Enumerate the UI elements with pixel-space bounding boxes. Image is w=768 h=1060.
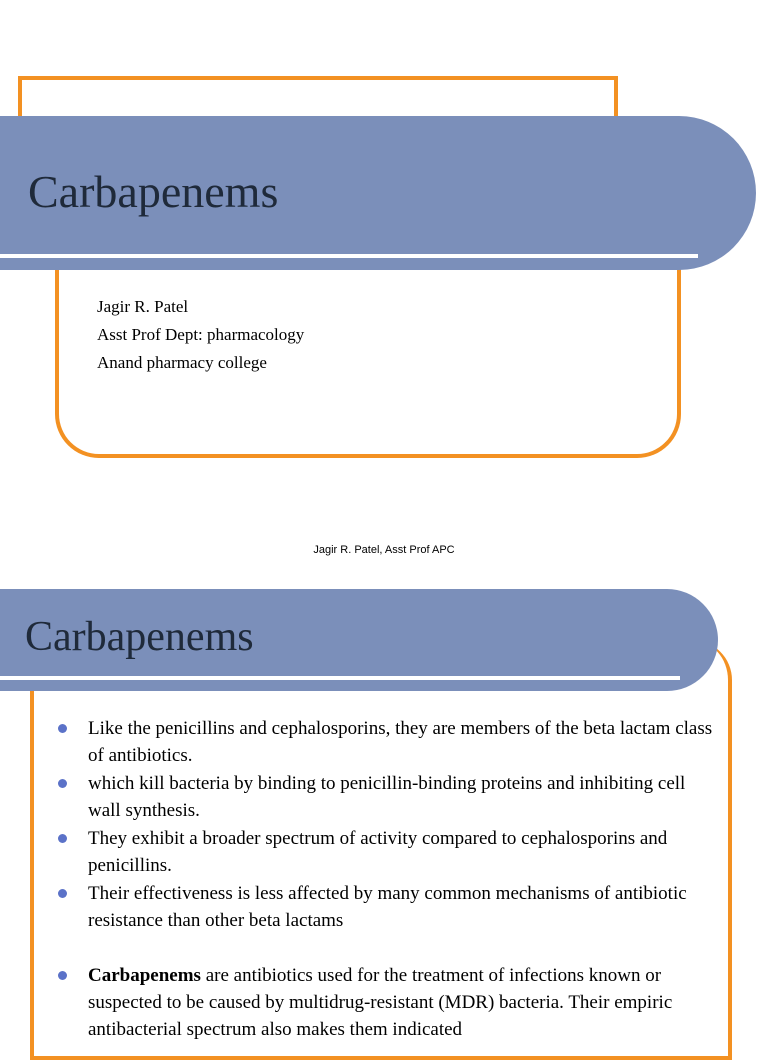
title-underline xyxy=(0,254,698,258)
author-block xyxy=(97,293,304,377)
slide-footer: Jagir R. Patel, Asst Prof APC xyxy=(313,544,455,556)
slide-title: Carbapenems xyxy=(28,166,279,217)
bullet-icon xyxy=(58,971,67,980)
title-underline xyxy=(0,676,680,680)
bullet-icon xyxy=(58,779,67,788)
bullet-text: Like the penicillins and cephalosporins, they are members of the beta lactam class of antibiotics. xyxy=(88,718,713,766)
author-institution: Anand pharmacy college xyxy=(97,353,267,372)
bullet-list xyxy=(58,715,718,1044)
bullet-icon xyxy=(58,889,67,898)
bullet-text: They exhibit a broader spectrum of activity compared to cephalosporins and penicillins. xyxy=(88,828,668,876)
slide-title: Carbapenems xyxy=(25,614,254,660)
bullet-item xyxy=(58,825,718,879)
bullet-item xyxy=(58,770,718,824)
bullet-item xyxy=(58,715,718,769)
bullet-text: Their effectiveness is less affected by many common mechanisms of antibiotic resistance than other beta lactams xyxy=(88,883,687,931)
author-name: Jagir R. Patel xyxy=(97,297,189,316)
bullet-item xyxy=(58,880,718,934)
bullet-icon xyxy=(58,724,67,733)
bullet-text: are antibiotics used for the treatment of infections known or suspected to be caused by multidrug-resistant (MDR) bacteria. Their empiric antibacterial spectrum also makes them indicated xyxy=(88,965,673,1040)
author-position: Asst Prof Dept: pharmacology xyxy=(97,325,305,344)
bullet-icon xyxy=(58,834,67,843)
bullet-bold-term: Carbapenems xyxy=(88,965,201,986)
bullet-text: which kill bacteria by binding to penicillin-binding proteins and inhibiting cell wall synthesis. xyxy=(88,773,686,821)
content-slide xyxy=(0,580,768,1040)
bullet-item xyxy=(58,962,718,1043)
